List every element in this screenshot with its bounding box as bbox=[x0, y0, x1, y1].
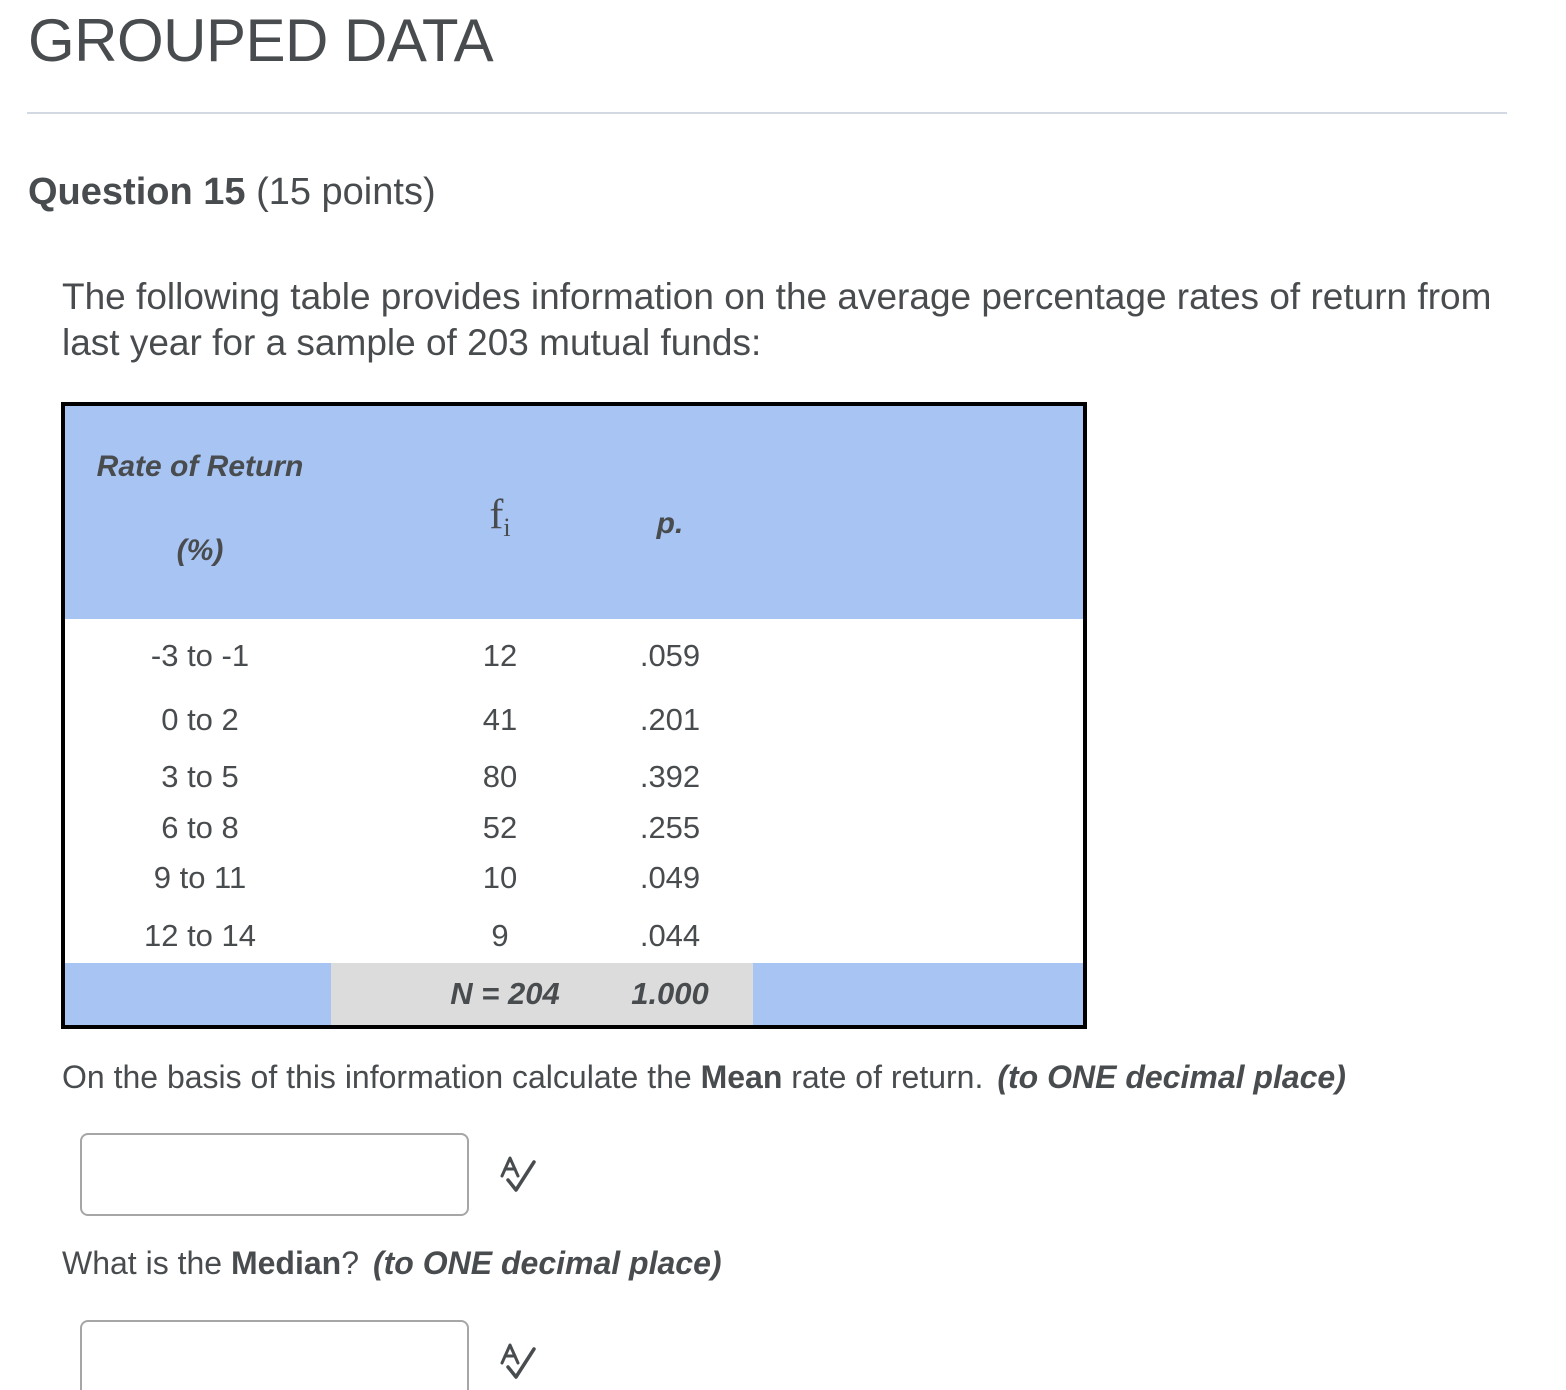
question-header bbox=[28, 168, 436, 216]
mean-prompt-suffix: rate of return. bbox=[782, 1059, 984, 1095]
mean-prompt-hint: (to ONE decimal place) bbox=[997, 1059, 1346, 1095]
question-text: The following table provides information on the average percentage rates of return from last year for a sample of 203 mutual funds: bbox=[62, 276, 1492, 363]
cell-range: 12 to 14 bbox=[143, 918, 257, 953]
question-points: (15 points) bbox=[256, 171, 436, 213]
cell-frequency: 41 bbox=[482, 702, 518, 737]
cell-proportion: .255 bbox=[639, 810, 701, 845]
median-prompt-hint: (to ONE decimal place) bbox=[372, 1245, 722, 1281]
question-number: Question 15 bbox=[28, 171, 246, 213]
footer-sample-size: N = 204 bbox=[450, 976, 560, 1011]
table-header bbox=[65, 406, 1083, 619]
median-prompt bbox=[62, 1242, 722, 1284]
cell-frequency: 9 bbox=[491, 918, 509, 953]
table-row bbox=[65, 858, 1083, 898]
mean-prompt bbox=[62, 1056, 1346, 1098]
frequency-table bbox=[61, 402, 1087, 1029]
cell-proportion: .049 bbox=[639, 860, 701, 895]
cell-proportion: .392 bbox=[639, 759, 701, 794]
section-divider bbox=[27, 112, 1507, 114]
mean-answer-input[interactable] bbox=[80, 1133, 469, 1216]
spellcheck-icon[interactable] bbox=[498, 1154, 538, 1194]
table-row bbox=[65, 808, 1083, 848]
mean-prompt-text: On the basis of this information calculate the bbox=[62, 1059, 701, 1095]
cell-range: 3 to 5 bbox=[161, 759, 239, 794]
mean-prompt-keyword: Mean bbox=[700, 1059, 783, 1095]
header-frequency-subscript: i bbox=[503, 513, 511, 542]
median-prompt-suffix: ? bbox=[341, 1245, 359, 1281]
header-rate-of-return bbox=[65, 446, 335, 572]
section-title: GROUPED DATA bbox=[28, 7, 494, 74]
cell-range: -3 to -1 bbox=[150, 638, 250, 673]
cell-frequency: 52 bbox=[482, 810, 518, 845]
spellcheck-icon[interactable] bbox=[498, 1341, 538, 1381]
header-rate-unit: (%) bbox=[176, 534, 224, 567]
cell-range: 6 to 8 bbox=[161, 810, 239, 845]
cell-frequency: 10 bbox=[482, 860, 518, 895]
header-frequency bbox=[465, 490, 535, 553]
median-prompt-text: What is the bbox=[62, 1245, 231, 1281]
median-prompt-keyword: Median bbox=[230, 1245, 342, 1281]
median-answer-input[interactable] bbox=[80, 1320, 469, 1390]
cell-frequency: 12 bbox=[482, 638, 518, 673]
cell-proportion: .044 bbox=[639, 918, 701, 953]
table-row bbox=[65, 636, 1083, 676]
cell-proportion: .059 bbox=[639, 638, 701, 673]
cell-range: 0 to 2 bbox=[161, 702, 239, 737]
table-row bbox=[65, 700, 1083, 740]
table-row bbox=[65, 916, 1083, 956]
table-footer bbox=[65, 963, 1083, 1025]
footer-total-proportion: 1.000 bbox=[631, 976, 709, 1011]
cell-frequency: 80 bbox=[482, 759, 518, 794]
table-row bbox=[65, 757, 1083, 797]
cell-proportion: .201 bbox=[639, 702, 701, 737]
cell-range: 9 to 11 bbox=[153, 860, 247, 895]
header-proportion: p. bbox=[656, 507, 684, 540]
header-rate-label: Rate of Return bbox=[96, 450, 304, 483]
header-frequency-symbol: f bbox=[489, 492, 504, 538]
